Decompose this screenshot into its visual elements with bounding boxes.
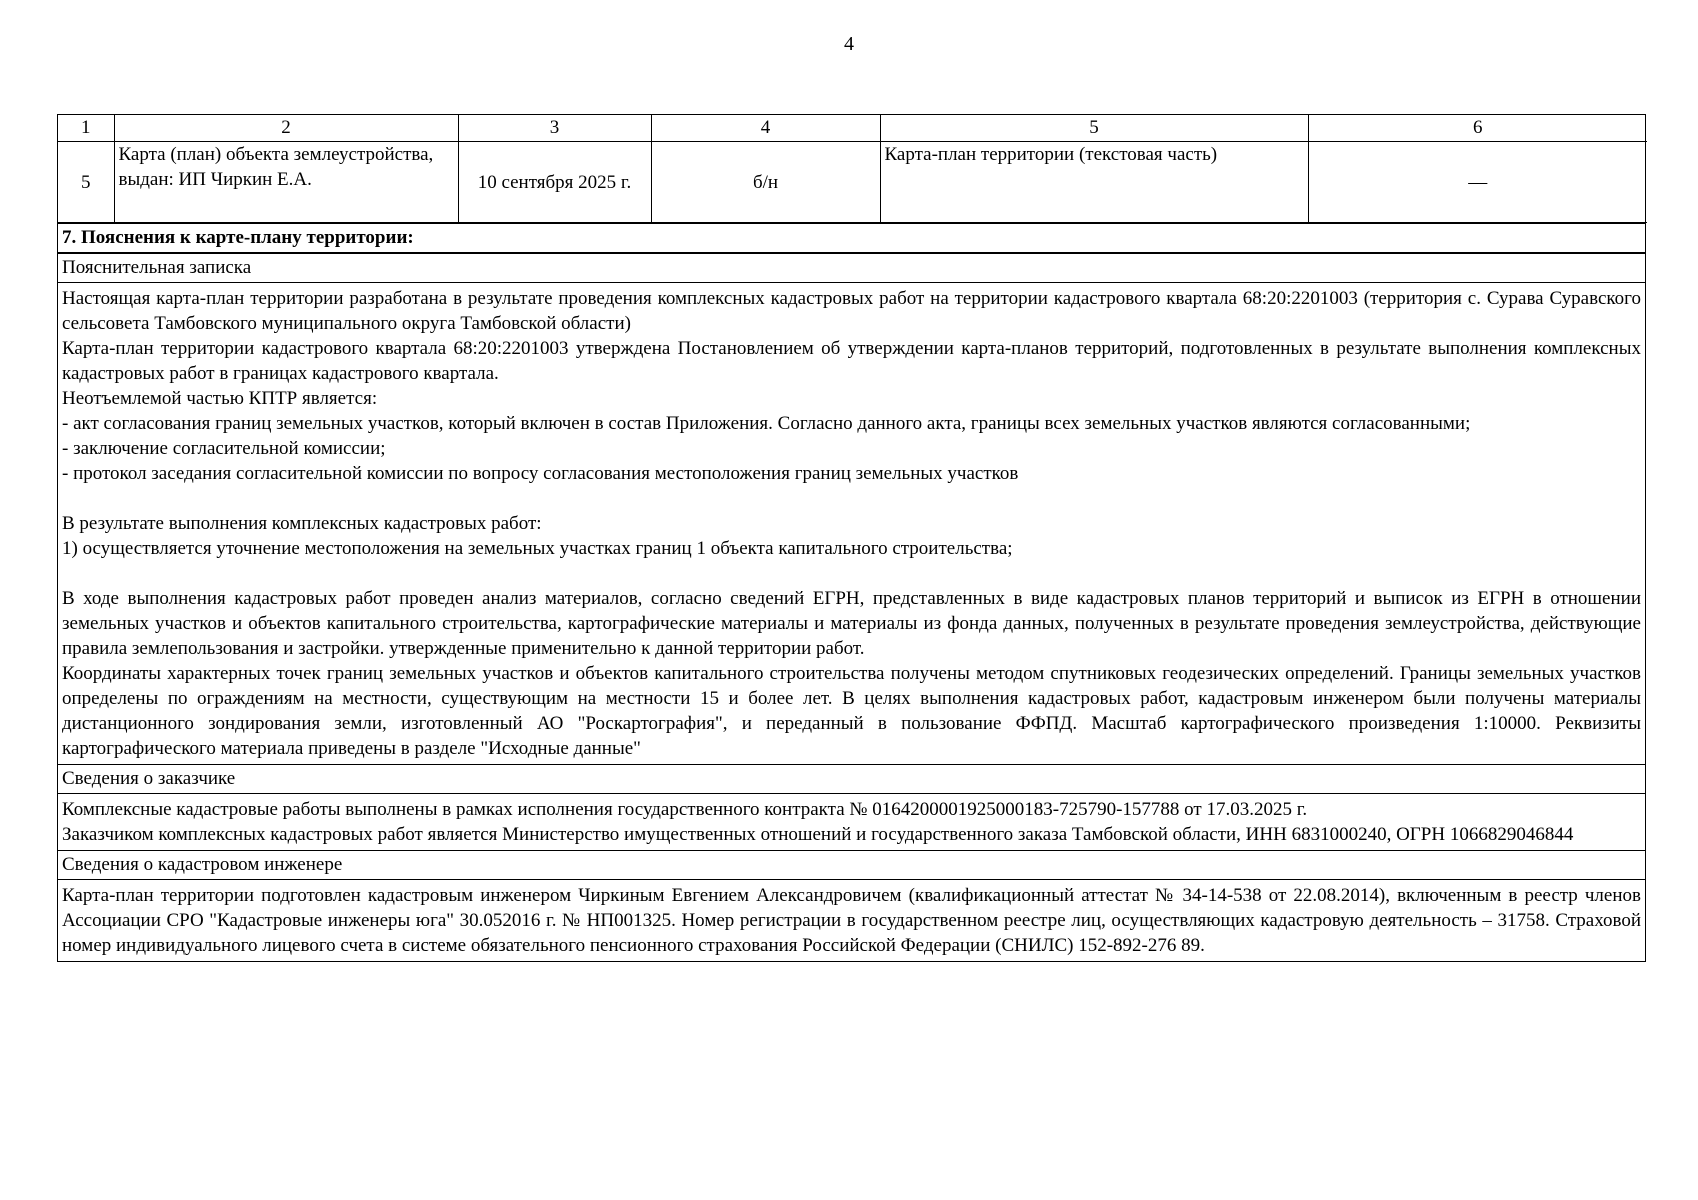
column-header: 5 xyxy=(880,115,1308,142)
paragraph: В результате выполнения комплексных кадастровых работ: xyxy=(62,513,542,534)
paragraph: Координаты характерных точек границ земельных участков и объектов капитального строительства получены методом спутниковых геодезических определений. Границы земельных участков определены по ограждениям на местности, существующим на местности 15 и более лет. В целях выполнения кадастровых работ, кадастровым инженером были получены материалы дистанционного зондирования земли, изготовленный АО "Роскартография", и переданный в пользование ФФПД. Масштаб картографического произведения 1:10000. Реквизиты картографического материала приведены в разделе "Исходные данные" xyxy=(62,663,1641,759)
paragraph: Комплексные кадастровые работы выполнены в рамках исполнения государственного контракта № 0164200001925000183-725790-157788 от 17.03.2025 г. xyxy=(62,799,1308,820)
paragraph: - заключение согласительной комиссии; xyxy=(62,438,386,459)
document-table xyxy=(57,114,1646,962)
table-header-row xyxy=(58,115,1647,142)
column-header: 3 xyxy=(458,115,651,142)
paragraph: В ходе выполнения кадастровых работ проведен анализ материалов, согласно сведений ЕГРН, представленных в виде кадастровых планов территорий и выписок из ЕГРН в отношении земельных участков и объектов капитального строительства, картографические материалы и материалы из фонда данных, полученных в результате проведения землеустройства, действующие правила землепользования и застройки. утвержденные применительно к данной территории работ. xyxy=(62,588,1641,659)
paragraph: Неотъемлемой частью КПТР является: xyxy=(62,388,378,409)
page-number: 4 xyxy=(844,33,854,55)
explanatory-note-label: Пояснительная записка xyxy=(58,252,1645,282)
column-header: 6 xyxy=(1308,115,1647,142)
column-header: 1 xyxy=(58,115,114,142)
column-header: 2 xyxy=(114,115,458,142)
paragraph: 1) осуществляется уточнение местоположения на земельных участках границ 1 объекта капитального строительства; xyxy=(62,538,1013,559)
explanatory-note-text xyxy=(58,282,1645,764)
blank-line xyxy=(62,486,1641,511)
paragraph: Карта-план территории подготовлен кадастровым инженером Чиркиным Евгением Александровичем (квалификационный аттестат № 34-14-538 от 22.08.2014), включенным в реестр членов Ассоциации СРО "Кадастровые инженеры юга" 30.052016 г. № НП001325. Номер регистрации в государственном реестре лиц, осуществляющих кадастровую деятельность – 31758. Страховой номер индивидуального лицевого счета в системе обязательного пенсионного страхования Российской Федерации (СНИЛС) 152-892-276 89. xyxy=(62,885,1641,956)
column-header: 4 xyxy=(651,115,880,142)
paragraph: Карта-план территории кадастрового квартала 68:20:2201003 утверждена Постановлением об утверждении карта-планов территорий, подготовленных в результате выполнения комплексных кадастровых работ в границах кадастрового квартала. xyxy=(62,338,1641,384)
paragraph: Настоящая карта-план территории разработана в результате проведения комплексных кадастровых работ на территории кадастрового квартала 68:20:2201003 (территория с. Сурава Суравского сельсовета Тамбовского муниципального округа Тамбовской области) xyxy=(62,288,1641,334)
engineer-info-text xyxy=(58,879,1645,961)
customer-info-label: Сведения о заказчике xyxy=(58,764,1645,793)
documents-table xyxy=(58,115,1647,223)
table-row xyxy=(58,142,1647,223)
document-date: 10 сентября 2025 г. xyxy=(458,142,651,223)
paragraph: Заказчиком комплексных кадастровых работ является Министерство имущественных отношений и государственного заказа Тамбовской области, ИНН 6831000240, ОГРН 1066829046844 xyxy=(62,824,1574,845)
section-title: 7. Пояснения к карте-плану территории: xyxy=(58,223,1645,252)
paragraph: - протокол заседания согласительной комиссии по вопросу согласования местоположения границ земельных участков xyxy=(62,463,1019,484)
blank-line xyxy=(62,561,1641,586)
document-number: б/н xyxy=(651,142,880,223)
document-extra: — xyxy=(1308,142,1647,223)
paragraph: - акт согласования границ земельных участков, который включен в состав Приложения. Согласно данного акта, границы всех земельных участков являются согласованными; xyxy=(62,413,1471,434)
engineer-info-label: Сведения о кадастровом инженере xyxy=(58,850,1645,879)
document-name: Карта (план) объекта землеустройства, выдан: ИП Чиркин Е.А. xyxy=(114,142,458,223)
customer-info-text xyxy=(58,793,1645,850)
row-number: 5 xyxy=(58,142,114,223)
document-note: Карта-план территории (текстовая часть) xyxy=(880,142,1308,223)
